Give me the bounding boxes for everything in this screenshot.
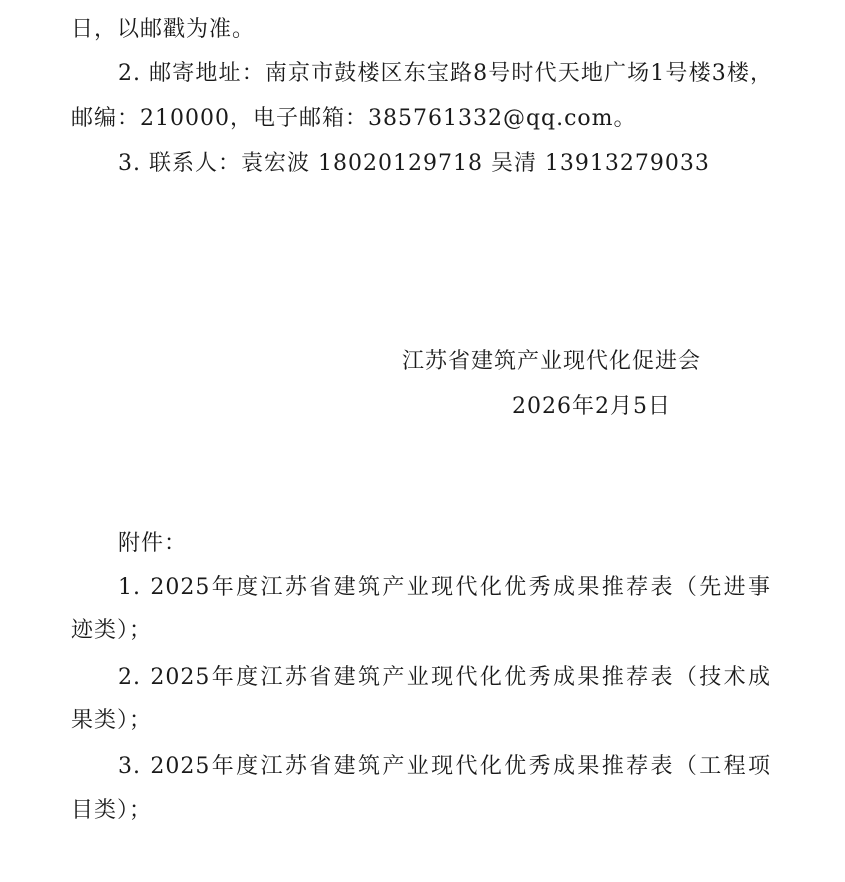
attachment-item-3-continued: 目类）；: [71, 798, 153, 823]
contacts-line: 3. 联系人：袁宏波 18020129718 吴清 13913279033: [118, 151, 710, 176]
attachment-item-1: 1. 2025年度江苏省建筑产业现代化优秀成果推荐表（先进事: [118, 575, 771, 600]
postcode-email-line: 邮编：210000，电子邮箱：385761332@qq.com。: [71, 106, 637, 131]
attachment-item-2: 2. 2025年度江苏省建筑产业现代化优秀成果推荐表（技术成: [118, 665, 771, 690]
attachment-item-2-continued: 果类）；: [71, 708, 153, 733]
signature-date: 2026年2月5日: [512, 394, 671, 419]
paragraph-deadline-tail: 日，以邮戳为准。: [71, 17, 256, 42]
attachments-heading: 附件：: [118, 531, 188, 556]
mailing-address-line: 2. 邮寄地址：南京市鼓楼区东宝路8号时代天地广场1号楼3楼，: [118, 61, 773, 86]
attachment-item-3: 3. 2025年度江苏省建筑产业现代化优秀成果推荐表（工程项: [118, 754, 771, 779]
attachment-item-1-continued: 迹类）；: [71, 618, 153, 643]
signature-organization: 江苏省建筑产业现代化促进会: [402, 349, 702, 374]
